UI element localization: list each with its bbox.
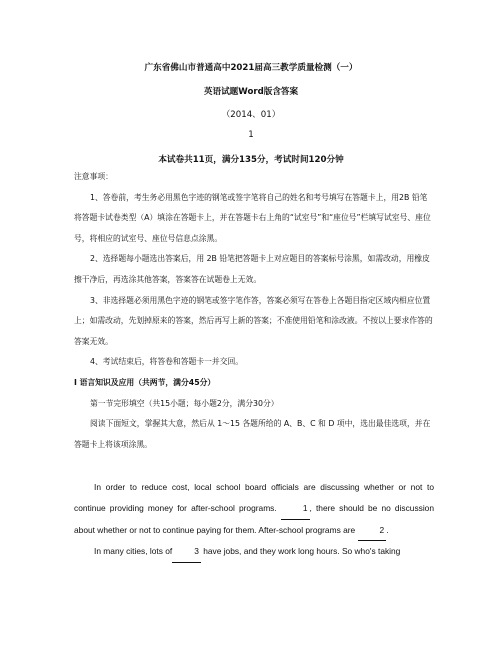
section-title: I 语言知识及应用（共两节，满分45分） — [74, 377, 216, 387]
passage-paragraph-2 — [74, 541, 434, 563]
blank-1: 1 — [281, 498, 310, 520]
page-number: 1 — [248, 130, 254, 140]
passage-text: , there should be no discussion about whether or not to continue paying for them. After-school programs are — [74, 502, 434, 535]
instructions: 阅读下面短文，掌握其大意，然后从 1～15 各题所给的 A、B、C 和 D 项中，选出最佳选项，并在答题卡上将该项涂黑。 — [74, 419, 431, 449]
blank-2: 2 — [358, 520, 387, 542]
passage-text: have jobs, and they work long hours. So who's taking — [203, 546, 401, 557]
note-item-3: 3、非选择题必须用黑色字迹的钢笔或签字笔作答，答案必须写在答卷上各题目指定区域内相应位置上；如需改动，先划掉原来的答案，然后再写上新的答案；不准使用铅笔和涂改液。不按以上要求作答的答案无效。 — [74, 295, 433, 346]
notes-section — [74, 167, 434, 455]
document-subtitle: 英语试题Word版含答案 — [203, 87, 299, 97]
note-item-4: 4、考试结束后，将答卷和答题卡一并交回。 — [90, 357, 244, 367]
note-item-2: 2、选择题每小题选出答案后，用 2B 铅笔把答题卡上对应题目的答案标号涂黑，如需改动，用橡皮擦干净后，再选涂其他答案，答案答在试题卷上无效。 — [74, 254, 430, 284]
passage-text: . — [386, 524, 389, 535]
reading-passage — [74, 477, 434, 563]
document-date: （2014、01） — [221, 110, 281, 120]
exam-info: 本试卷共11页，满分135分，考试时间120分钟 — [158, 155, 344, 165]
passage-text: In many cities, lots of — [94, 546, 173, 557]
notes-heading: 注意事项： — [74, 172, 113, 181]
part-title: 第一节完形填空（共15小题；每小题2分，满分30分） — [90, 398, 279, 408]
passage-text: In order to reduce cost, local school board officials are discussing whether or not to continue providing money for after-school programs. — [74, 482, 434, 513]
blank-3: 3 — [172, 541, 201, 563]
passage-paragraph-1 — [74, 477, 434, 541]
document-title: 广东省佛山市普通高中2021届高三教学质量检测（一） — [144, 63, 358, 73]
note-item-1: 1、答卷前，考生务必用黑色字迹的钢笔或签字笔将自己的姓名和考号填写在答题卡上，用2B 铅笔将答题卡试卷类型（A）填涂在答题卡上，并在答题卡右上角的“试室号”和“座位号”栏填写试室号、座位号，将相应的试室号、座位号信息点涂黑。 — [74, 192, 431, 243]
